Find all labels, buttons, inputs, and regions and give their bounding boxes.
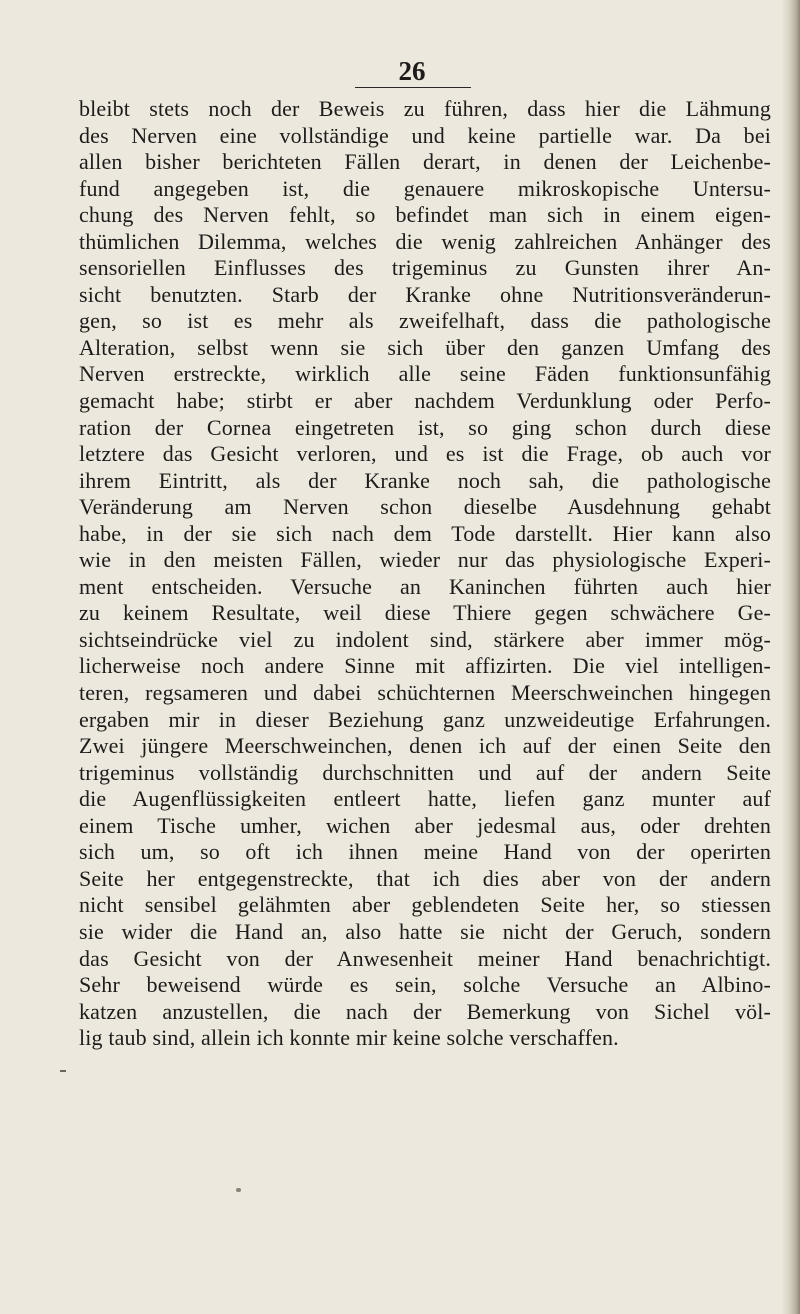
text-line: allen bisher berichteten Fällen derart, in denen der Leichenbe-	[79, 149, 771, 175]
text-line: bleibt stets noch der Beweis zu führen, dass hier die Lähmung	[79, 96, 771, 121]
text-line: trigeminus vollständig durchschnitten und auf der andern Seite	[79, 759, 771, 785]
text-line: fund angegeben ist, die genauere mikroskopische Untersu-	[79, 175, 771, 201]
body-paragraph	[79, 96, 771, 1052]
text-line: thümlichen Dilemma, welches die wenig zahlreichen Anhänger des	[79, 228, 771, 254]
text-line: Sehr beweisend würde es sein, solche Versuche an Albino-	[79, 972, 771, 998]
text-line: sicht benutzten. Starb der Kranke ohne Nutritionsveränderun-	[79, 281, 771, 307]
text-line: gen, so ist es mehr als zweifelhaft, dass die pathologische	[79, 308, 771, 334]
text-line: nicht sensibel gelähmten aber geblendeten Seite her, so stiessen	[79, 892, 771, 918]
text-line: Zwei jüngere Meerschweinchen, denen ich auf der einen Seite den	[79, 733, 771, 759]
text-line: Nerven erstreckte, wirklich alle seine Fäden funktionsunfähig	[79, 361, 771, 387]
ink-speck	[236, 1188, 241, 1192]
text-line: lig taub sind, allein ich konnte mir keine solche verschaffen.	[79, 1025, 619, 1051]
text-line: wie in den meisten Fällen, wieder nur das physiologische Experi-	[79, 547, 771, 573]
text-line: letztere das Gesicht verloren, und es ist die Frage, ob auch vor	[79, 441, 771, 467]
text-line: des Nerven eine vollständige und keine partielle war. Da bei	[79, 122, 771, 148]
text-line: ration der Cornea eingetreten ist, so ging schon durch diese	[79, 414, 771, 440]
page-number: 26	[398, 56, 426, 86]
text-line: sichtseindrücke viel zu indolent sind, stärkere aber immer mög-	[79, 626, 771, 652]
text-line: sich um, so oft ich ihnen meine Hand von der operirten	[79, 839, 771, 865]
text-line: licherweise noch andere Sinne mit affizirten. Die viel intelligen-	[79, 653, 771, 679]
text-line: katzen anzustellen, die nach der Bemerkung von Sichel völ-	[79, 998, 771, 1024]
text-line: Veränderung am Nerven schon dieselbe Ausdehnung gehabt	[79, 494, 771, 520]
text-line: chung des Nerven fehlt, so befindet man sich in einem eigen-	[79, 202, 771, 228]
text-line: einem Tische umher, wichen aber jedesmal aus, oder drehten	[79, 812, 771, 838]
text-line: sensoriellen Einflusses des trigeminus zu Gunsten ihrer An-	[79, 255, 771, 281]
text-line: habe, in der sie sich nach dem Tode darstellt. Hier kann also	[79, 520, 771, 546]
text-line: zu keinem Resultate, weil diese Thiere gegen schwächere Ge-	[79, 600, 771, 626]
text-line: die Augenflüssigkeiten entleert hatte, liefen ganz munter auf	[79, 786, 771, 812]
text-line: ihrem Eintritt, als der Kranke noch sah, die pathologische	[79, 467, 771, 493]
text-line: teren, regsameren und dabei schüchternen Meerschweinchen hingegen	[79, 680, 771, 706]
page-edge-shadow	[782, 0, 800, 1314]
text-line: ment entscheiden. Versuche an Kaninchen führten auch hier	[79, 573, 771, 599]
text-line: Seite her entgegenstreckte, that ich dies aber von der andern	[79, 865, 771, 891]
text-line: Alteration, selbst wenn sie sich über den ganzen Umfang des	[79, 334, 771, 360]
margin-mark	[60, 1070, 66, 1072]
header-rule	[355, 87, 471, 88]
text-line: gemacht habe; stirbt er aber nachdem Verdunklung oder Perfo-	[79, 388, 771, 414]
text-line: ergaben mir in dieser Beziehung ganz unzweideutige Erfahrungen.	[79, 706, 771, 732]
text-line: das Gesicht von der Anwesenheit meiner Hand benachrichtigt.	[79, 945, 771, 971]
text-line: sie wider die Hand an, also hatte sie nicht der Geruch, sondern	[79, 918, 771, 944]
